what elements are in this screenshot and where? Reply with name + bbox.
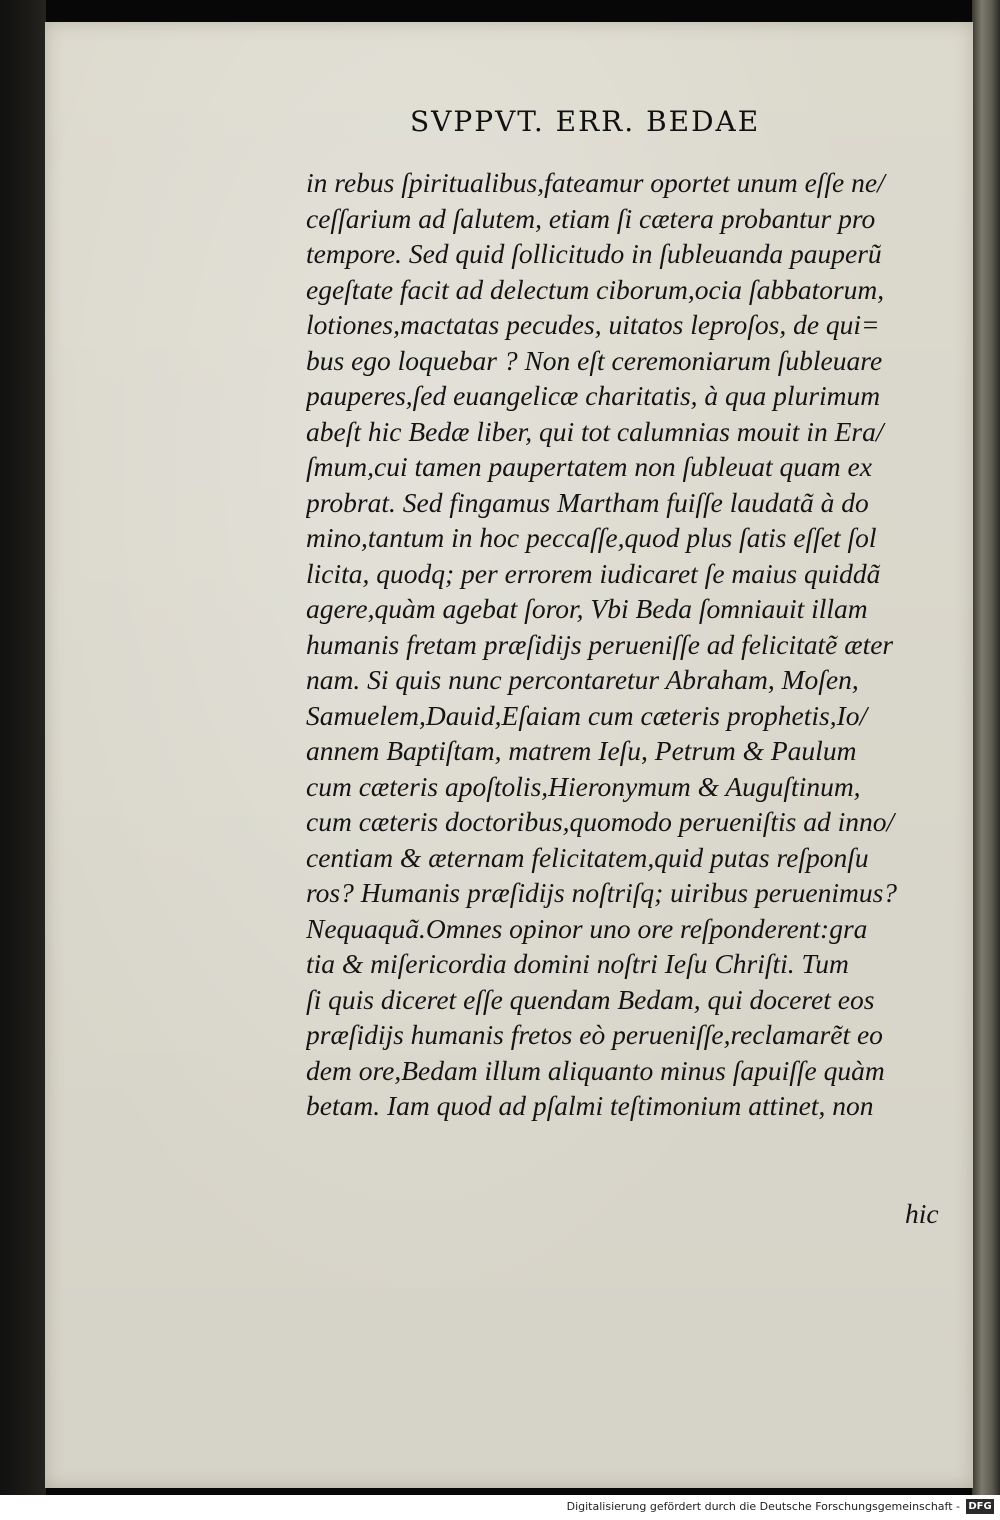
text-line: annem Baptiſtam, matrem Ieſu, Petrum & Paulum	[306, 735, 857, 766]
text-line: nam. Si quis nunc percontaretur Abraham, Moſen,	[306, 664, 859, 695]
text-line: præſidijs humanis fretos eò perueniſſe,reclamarẽt eo	[306, 1019, 883, 1050]
text-line: lotiones,mactatas pecudes, uitatos leproſos, de qui=	[306, 309, 880, 340]
book-edge-left	[0, 0, 46, 1495]
text-line: Nequaquã.Omnes opinor uno ore reſponderent:gra	[306, 912, 868, 944]
text-line: mino,tantum in hoc peccaſſe,quod plus ſatis eſſet ſol	[306, 522, 877, 553]
text-line: dem ore,Bedam illum aliquanto minus ſapuiſſe quàm	[306, 1054, 885, 1086]
footer-bar	[0, 1495, 1000, 1520]
text-line: agere,quàm agebat ſoror, Vbi Beda ſomniauit illam	[306, 593, 868, 624]
text-line: ſi quis diceret eſſe quendam Bedam, qui doceret eos	[306, 983, 875, 1015]
text-line: ros? Humanis præſidijs noſtriſq; uiribus peruenimus?	[306, 877, 898, 908]
body-text	[306, 165, 946, 1124]
text-line: Samuelem,Dauid,Eſaiam cum cæteris prophetis,Io/	[306, 699, 868, 731]
text-line: centiam & æternam felicitatem,quid putas reſponſu	[306, 841, 869, 873]
book-edge-right	[972, 0, 1000, 1495]
text-line: licita, quodq; per errorem iudicaret ſe maius quiddã	[306, 557, 881, 589]
funding-credit: Digitalisierung gefördert durch die Deutsche Forschungsgemeinschaft -	[566, 1500, 960, 1513]
text-line: egeſtate facit ad delectum ciborum,ocia ſabbatorum,	[306, 273, 885, 305]
running-head: SVPPVT. ERR. BEDAE	[410, 105, 761, 138]
text-line: tia & miſericordia domini noſtri Ieſu Chriſti. Tum	[306, 948, 849, 979]
text-line: abeſt hic Bedæ liber, qui tot calumnias mouit in Era/	[306, 415, 884, 447]
catchword: hic	[905, 1198, 939, 1229]
text-line: probrat. Sed fingamus Martham fuiſſe laudatã à do	[306, 486, 869, 518]
text-line: pauperes,ſed euangelicæ charitatis, à qua plurimum	[306, 380, 881, 411]
text-line: cum cæteris doctoribus,quomodo perueniſtis ad inno/	[306, 806, 895, 837]
text-line: tempore. Sed quid ſollicitudo in ſubleuanda pauperũ	[306, 238, 882, 269]
text-line: cum cæteris apoſtolis,Hieronymum & Auguſtinum,	[306, 770, 861, 802]
text-line: ceſſarium ad ſalutem, etiam ſi cætera probantur pro	[306, 202, 876, 234]
text-line: bus ego loquebar ? Non eſt ceremoniarum ſubleuare	[306, 344, 883, 376]
text-line: in rebus ſpiritualibus,fateamur oportet unum eſſe ne/	[306, 167, 885, 198]
text-line: betam. Iam quod ad pſalmi teſtimonium attinet, non	[306, 1090, 874, 1121]
dfg-logo: DFG	[966, 1499, 994, 1514]
text-line: humanis fretam præſidijs perueniſſe ad felicitatẽ æter	[306, 628, 894, 660]
text-line: ſmum,cui tamen paupertatem non ſubleuat quam ex	[306, 451, 872, 482]
